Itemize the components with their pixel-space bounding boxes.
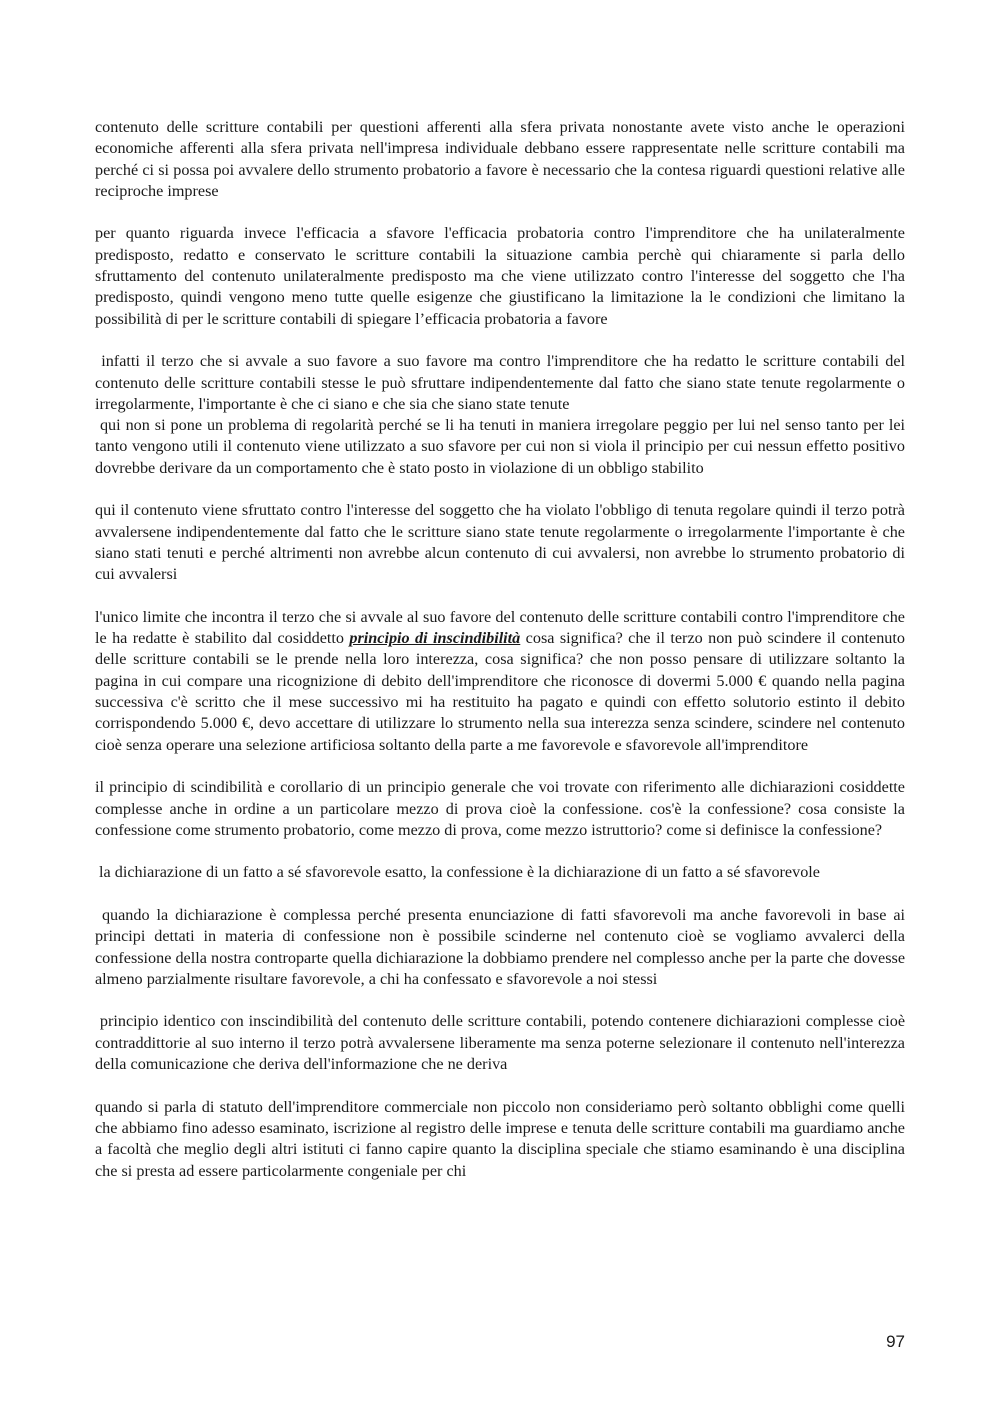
document-body — [95, 117, 910, 1203]
principle-emphasis: principio di inscindibilità — [349, 629, 521, 648]
paragraph-7: il principio di scindibilità e corollario di un principio generale che voi trovate con riferimento alle dichiarazioni cosiddette complesse anche in ordine a un particolare mezzo di prova cioè la confessione. cos'è la confessione? cosa consiste la confessione come strumento probatorio, come mezzo di prova, come mezzo istruttorio? come si definisce la confessione? — [95, 778, 910, 839]
principle-text-before: l'unico limite che incontra il terzo che si avvale al suo favore del contenuto delle scritture contabili contro l'imprenditore che le ha redatte è stabilito dal cosiddetto — [95, 607, 910, 648]
paragraph-8: la dichiarazione di un fatto a sé sfavorevole esatto, la confessione è la dichiarazione di un fatto a sé sfavorevole — [95, 863, 820, 882]
paragraph-4: qui non si pone un problema di regolarità perché se li ha tenuti in maniera irregolare peggio per lui nel senso tanto per lei tanto vengono utili il contenuto viene utilizzato a suo sfavore per cui non si viola il principio per cui nessun effetto positivo dovrebbe derivare da un comportamento che è stato posto in violazione di un obbligo stabilito — [95, 416, 910, 477]
paragraph-1: contenuto delle scritture contabili per questioni afferenti alla sfera privata nonostante avete visto anche le operazioni economiche afferenti alla sfera privata nell'impresa individuale debbano essere rappresentate nelle scritture contabili ma perché ci si possa poi avvalere dello strumento probatorio a favore è necessario che la contesa riguardi questioni relative alle reciproche imprese — [95, 118, 910, 200]
paragraph-3: infatti il terzo che si avvale a suo favore a suo favore ma contro l'imprenditore che ha redatto le scritture contabili del contenuto delle scritture contabili stesse le può sfruttare indipendentemente dal fatto che siano state tenute regolarmente o irregolarmente, l'importante è che ci siano e che sia che siano state tenute — [95, 352, 910, 413]
paragraph-10: principio identico con inscindibilità del contenuto delle scritture contabili, potendo contenere dichiarazioni complesse cioè contraddittorie al suo interno il terzo potrà avvalersene liberamente ma senza poterne selezionare il contenuto nell'interezza della comunicazione che deriva dell'informazione che ne deriva — [95, 1012, 910, 1074]
paragraph-2: per quanto riguarda invece l'efficacia a sfavore l'efficacia probatoria contro l'imprenditore che ha unilateralmente predisposto, redatto e conservato le scritture contabili la situazione cambia perchè qui chiaramente si parla dello sfruttamento del contenuto unilateralmente predisposto ma che viene utilizzato contro l'interesse del soggetto che l'ha predisposto, quindi vengono meno tutte quelle esigenze che giustificano la limitazione la le condizioni che limitano la possibilità di per le scritture contabili di spiegare l’efficacia probatoria a favore — [95, 224, 910, 328]
paragraph-9: quando la dichiarazione è complessa perché presenta enunciazione di fatti sfavorevoli ma anche favorevoli in base ai principi dettati in materia di confessione non è possibile scinderne nel contenuto cioè se vogliamo avvalerci della confessione della nostra controparte quella dichiarazione la dobbiamo prendere nel complesso anche per la parte che dovesse almeno parzialmente risultare favorevole, a chi ha confessato e sfavorevole a noi stessi — [95, 905, 910, 988]
page-number: 97 — [886, 1332, 905, 1351]
paragraph-11: quando si parla di statuto dell'imprenditore commerciale non piccolo non consideriamo però soltanto obblighi come quelli che abbiamo fino adesso esaminato, iscrizione al registro delle imprese e tenuta delle scritture contabili ma guardiamo anche a facoltà che meglio degli altri istituti ci fanno capire quanto la disciplina speciale che stiamo esaminando è una disciplina che si presta ad essere particolarmente congeniale per chi — [95, 1097, 910, 1180]
principle-text-after: cosa significa? che il terzo non può scindere il contenuto delle scritture contabili se le prende nella loro interezza, cosa significa? che non posso pensare di utilizzare soltanto la pagina in cui compare una ricognizione di debito dell'imprenditore che riconosce di dovermi 5.000 € quando nella pagina successiva c'è scritto che il mese successivo mi ha restituito ha pagato e quindi con effetto solutorio estinto il debito corrispondendo 5.000 €, devo accettare di utilizzare lo strumento nella sua interezza senza scindere, scindere nel contenuto cioè senza operare una selezione artificiosa soltanto della parte a me favorevole e sfavorevole all'imprenditore — [95, 629, 910, 754]
paragraph-principle — [95, 607, 910, 756]
paragraph-5: qui il contenuto viene sfruttato contro l'interesse del soggetto che ha violato l'obbligo di tenuta regolare quindi il terzo potrà avvalersene indipendentemente dal fatto che le scritture siano state tenute regolarmente o irregolarmente l'importante è che siano stati tenuti e perché altrimenti non avrebbe alcun contenuto di cui avvalersi, non avrebbe lo strumento probatorio di cui avvalersi — [95, 501, 910, 584]
